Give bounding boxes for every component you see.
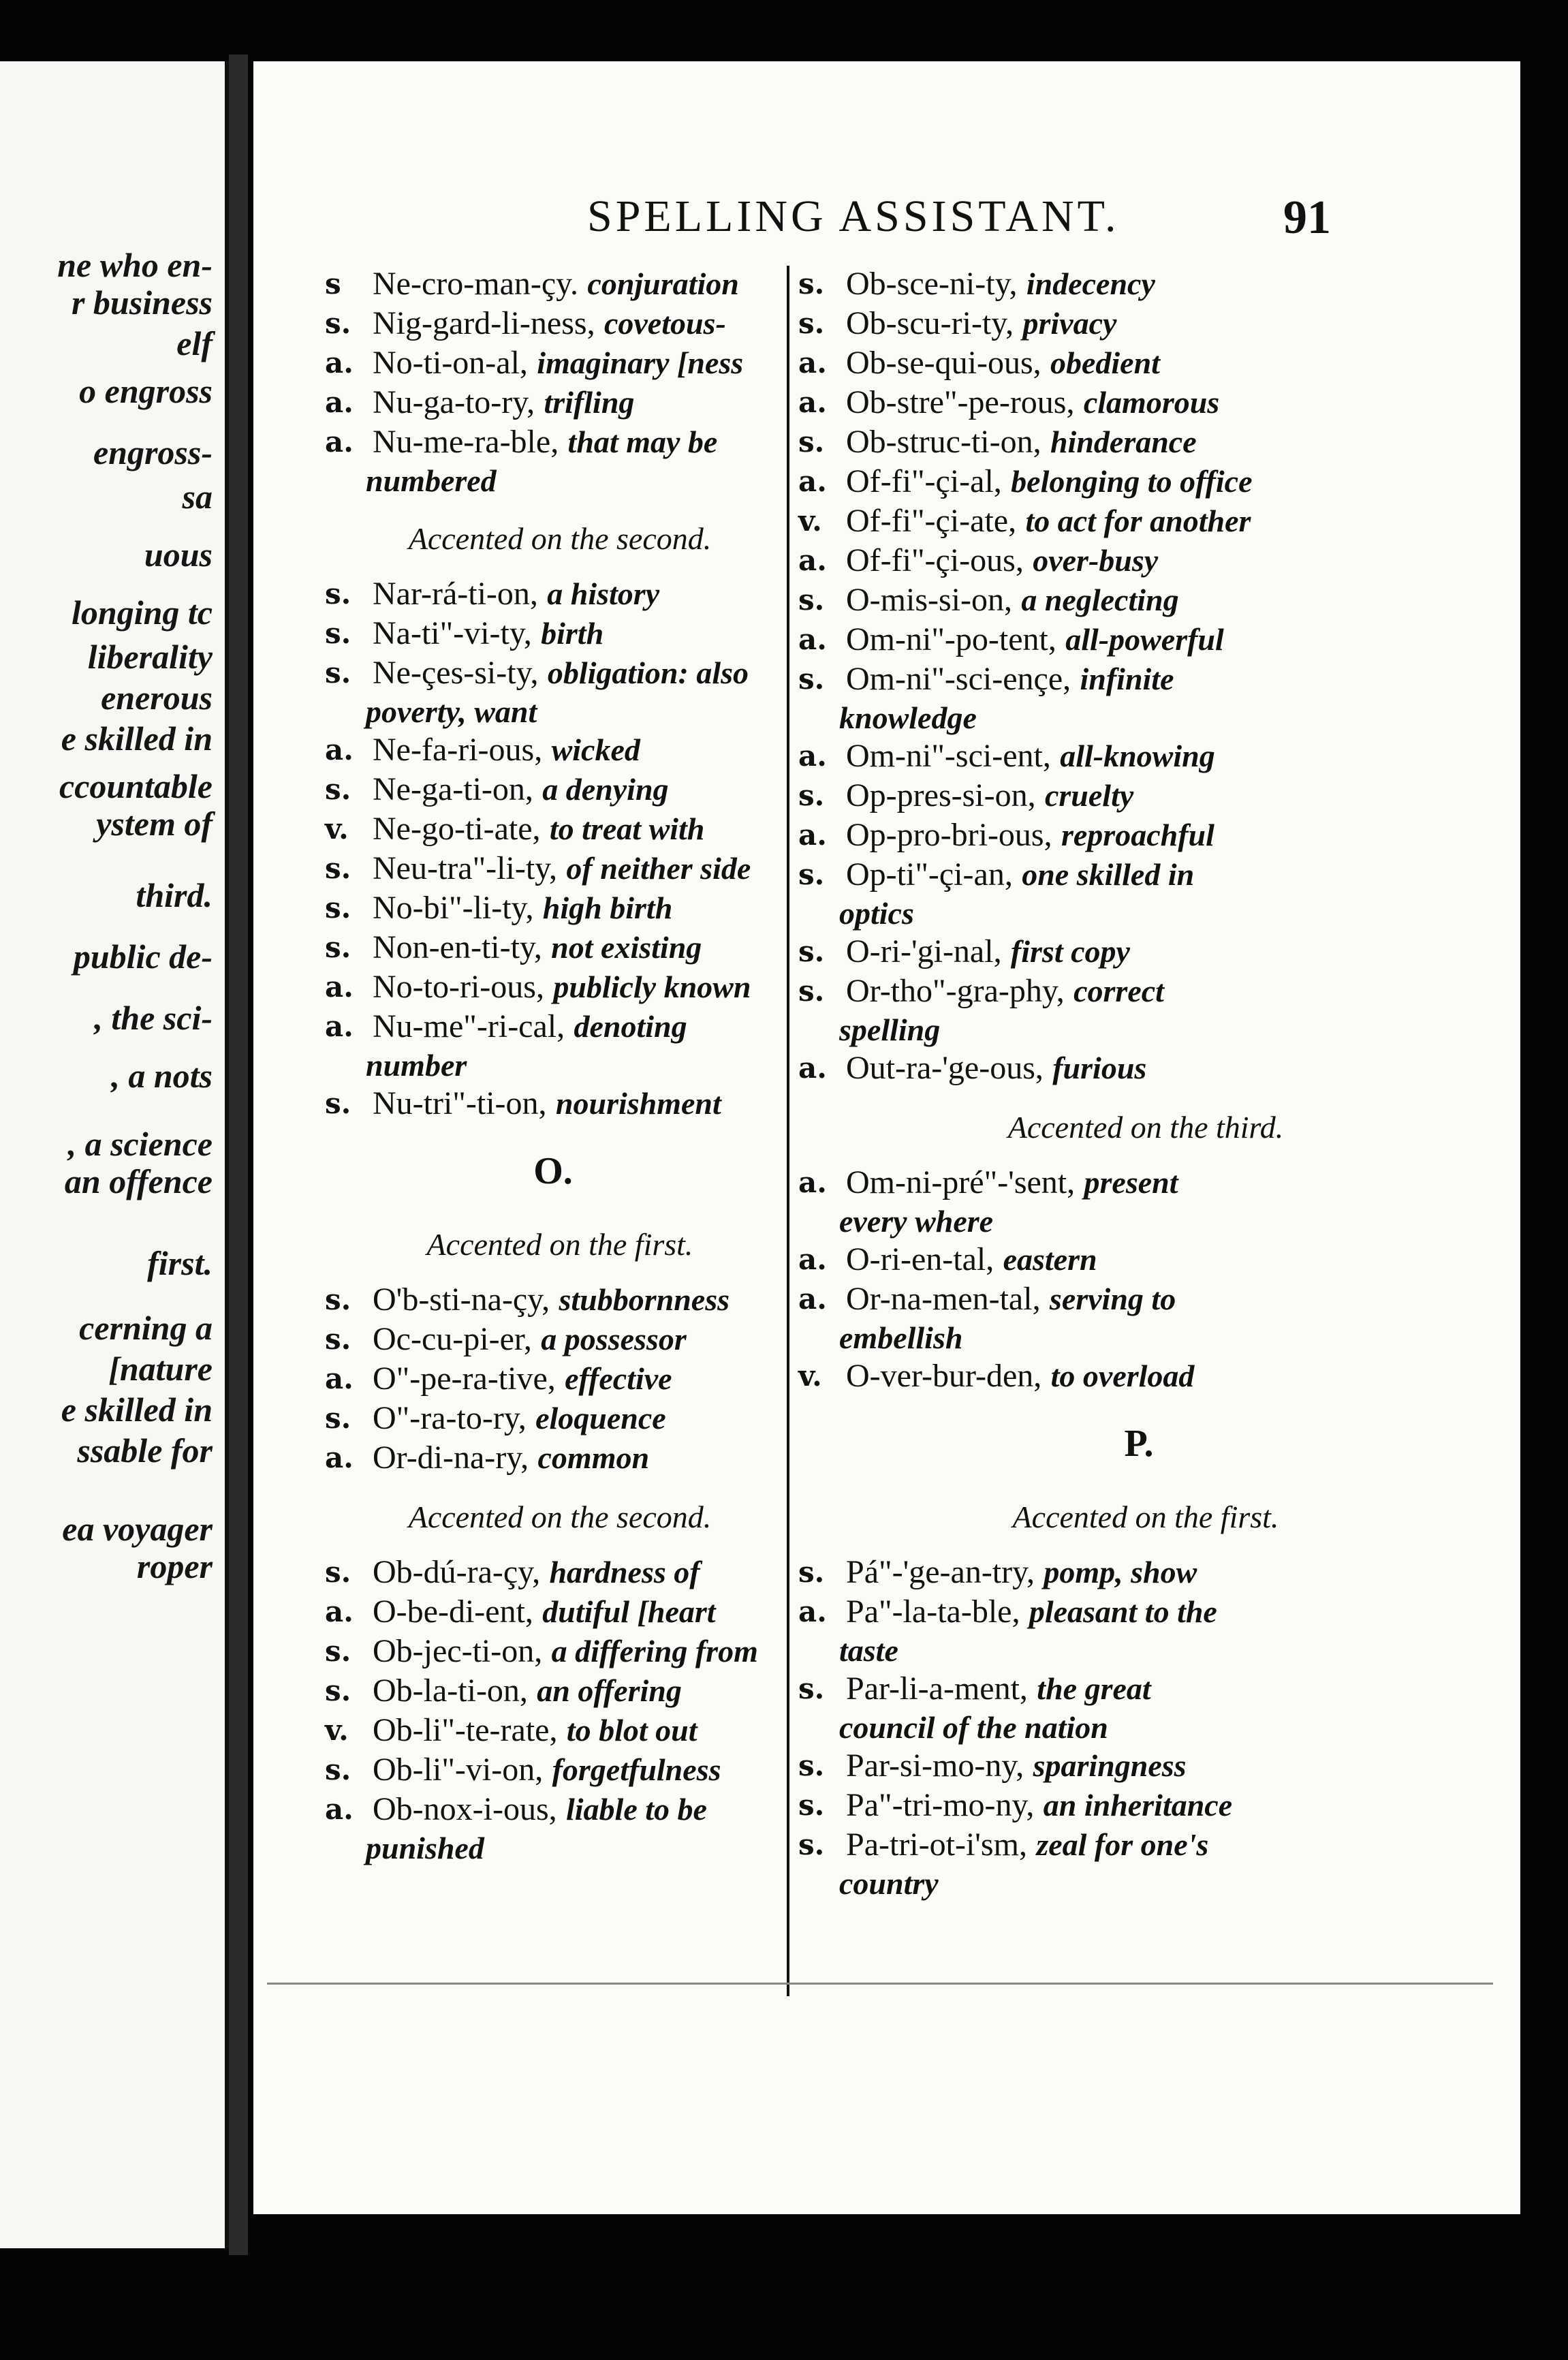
dictionary-entry (798, 1825, 1479, 1865)
entry-definition: a denying (542, 772, 669, 807)
facing-page-line: ssable for (77, 1431, 213, 1470)
entry-word: Nig-gard-li-ness, (373, 305, 595, 341)
letter-heading: P. (1124, 1423, 1154, 1465)
entry-word: Ne-go-ti-ate, (373, 811, 541, 847)
entry-word: Om-ni"-sci-ençe, (846, 661, 1071, 697)
part-of-speech: a. (325, 346, 354, 379)
facing-page-line: an offence (64, 1162, 213, 1200)
entry-word: Nu-ga-to-ry, (373, 384, 535, 420)
dictionary-entry (325, 809, 781, 849)
entry-definition: infinite (1080, 662, 1174, 696)
entry-word: Op-ti"-çi-an, (846, 856, 1013, 892)
dictionary-entry (798, 462, 1479, 501)
left-column (325, 264, 781, 1867)
entry-word: O-mis-si-on, (846, 582, 1012, 618)
entry-definition: not existing (551, 930, 702, 965)
facing-page-line: sa (182, 478, 213, 516)
part-of-speech: s. (325, 891, 351, 925)
part-of-speech: s. (798, 858, 825, 891)
dictionary-entry (798, 1049, 1479, 1088)
facing-page-line: , a nots (111, 1057, 213, 1095)
entry-word: Ne-ga-ti-on, (373, 771, 533, 807)
dictionary-entry (325, 849, 781, 888)
entry-word: Nu-me"-ri-cal, (373, 1008, 565, 1044)
running-head (253, 191, 1520, 252)
part-of-speech: s. (798, 425, 825, 459)
entry-word: Nu-tri"-ti-on, (373, 1085, 547, 1121)
entry-word: Ob-se-qui-ous, (846, 345, 1041, 381)
entry-definition: effective (565, 1361, 672, 1396)
definition-continuation: number (366, 1048, 467, 1083)
bottom-rule (267, 1983, 1493, 1985)
right-column (798, 264, 1479, 1902)
dictionary-entry (798, 1279, 1479, 1319)
dictionary-entry (325, 1320, 781, 1359)
entry-definition: clamorous (1083, 385, 1220, 420)
entry-definition: imaginary [ness (537, 345, 744, 380)
entry-definition: high birth (542, 890, 673, 925)
entry-definition: obedient (1050, 345, 1160, 380)
entry-word: Om-ni-pré"-'sent, (846, 1164, 1076, 1200)
entry-word: Ob-li"-vi-on, (373, 1752, 544, 1788)
dictionary-entry (798, 1163, 1479, 1202)
facing-page-fragment (0, 61, 229, 2248)
facing-page-line: first. (147, 1244, 213, 1282)
dictionary-entry (325, 1280, 781, 1320)
definition-continuation: embellish (839, 1320, 963, 1355)
facing-page-line: enerous (101, 679, 213, 717)
dictionary-entry (325, 1671, 781, 1711)
part-of-speech: s. (325, 852, 351, 885)
dictionary-entry (325, 1438, 781, 1478)
dictionary-entry (325, 1632, 781, 1671)
part-of-speech: s. (798, 1788, 825, 1822)
part-of-speech: a. (798, 465, 827, 498)
dictionary-entry (798, 501, 1479, 541)
entry-definition: present (1084, 1165, 1178, 1200)
entry-definition: sparingness (1033, 1748, 1187, 1783)
facing-page-line: ea voyager (62, 1510, 213, 1548)
facing-page-line: public de- (73, 937, 213, 976)
entry-definition: privacy (1022, 306, 1117, 341)
dictionary-entry (798, 343, 1479, 383)
facing-page-line: o engross (79, 372, 213, 410)
running-head-title: SPELLING ASSISTANT. (587, 191, 1120, 241)
part-of-speech: a. (798, 739, 827, 773)
entry-word: Ne-cro-man-çy. (373, 266, 579, 302)
entry-definition: a possessor (541, 1322, 687, 1356)
definition-continuation: knowledge (839, 700, 977, 735)
entry-word: Op-pro-bri-ous, (846, 817, 1052, 853)
part-of-speech: a. (325, 1010, 354, 1043)
entry-word: Pa-tri-ot-i'sm, (846, 1827, 1027, 1863)
dictionary-entry (325, 730, 781, 770)
part-of-speech: s. (798, 307, 825, 340)
definition-continuation: numbered (366, 463, 497, 498)
entry-definition: dutiful [heart (542, 1594, 716, 1629)
entry-word: Or-na-men-tal, (846, 1281, 1041, 1317)
facing-page-line: liberality (87, 638, 213, 676)
entry-definition: trifling (544, 385, 635, 420)
part-of-speech: a. (798, 1595, 827, 1628)
entry-definition: one skilled in (1022, 857, 1195, 892)
entry-definition: belonging to office (1011, 464, 1253, 499)
part-of-speech: s. (325, 1283, 351, 1316)
entry-word: O'b-sti-na-çy, (373, 1282, 550, 1318)
entry-definition: birth (541, 616, 604, 651)
dictionary-entry (798, 972, 1479, 1011)
entry-definition: covetous- (603, 306, 726, 341)
entry-word: O-ri-en-tal, (846, 1241, 994, 1277)
part-of-speech: a. (325, 970, 354, 1004)
dictionary-entry (325, 383, 781, 422)
entry-word: Om-ni"-sci-ent, (846, 738, 1051, 774)
dictionary-entry (325, 1750, 781, 1790)
entry-definition: wicked (551, 732, 640, 767)
entry-definition: obligation: also (547, 655, 749, 690)
entry-word: Ob-sce-ni-ty, (846, 266, 1018, 302)
entry-definition: a history (547, 576, 660, 611)
entry-definition: hardness of (549, 1555, 700, 1589)
part-of-speech: s. (798, 779, 825, 812)
entry-definition: hinderance (1050, 424, 1197, 459)
facing-page-line: elf (176, 324, 213, 362)
entry-definition: common (537, 1440, 650, 1475)
dictionary-entry (325, 264, 781, 304)
part-of-speech: a. (325, 733, 354, 766)
part-of-speech: a. (325, 386, 354, 419)
part-of-speech: a. (798, 1243, 827, 1276)
entry-word: Om-ni"-po-tent, (846, 621, 1056, 657)
entry-word: Ob-jec-ti-on, (373, 1633, 543, 1669)
dictionary-entry (798, 580, 1479, 620)
part-of-speech: s. (798, 1555, 825, 1589)
facing-page-line: r business (71, 283, 213, 322)
facing-page-line: uous (144, 535, 213, 574)
entry-word: O-be-di-ent, (373, 1594, 533, 1630)
entry-definition: of neither side (566, 851, 751, 886)
definition-continuation: council of the nation (839, 1710, 1108, 1745)
entry-definition: cruelty (1044, 778, 1134, 813)
dictionary-entry (798, 776, 1479, 816)
dictionary-entry (798, 1553, 1479, 1592)
entry-definition: first copy (1010, 934, 1130, 969)
entry-word: Out-ra-'ge-ous, (846, 1050, 1044, 1086)
entry-definition: correct (1073, 974, 1164, 1008)
entry-definition: indecency (1026, 266, 1155, 301)
entry-definition: zeal for one's (1036, 1827, 1209, 1862)
facing-page-line: ccountable (59, 767, 213, 805)
definition-continuation: spelling (839, 1012, 941, 1047)
entry-definition: serving to (1049, 1282, 1176, 1316)
facing-page-line: longing tc (72, 593, 213, 632)
entry-definition: an inheritance (1043, 1788, 1233, 1822)
entry-definition: to overload (1050, 1358, 1195, 1393)
entry-word: O-ver-bur-den, (846, 1358, 1042, 1394)
section-subheading: Accented on the second. (408, 521, 712, 556)
part-of-speech: s. (798, 1828, 825, 1861)
entry-definition: to treat with (549, 811, 705, 846)
dictionary-entry (798, 1746, 1479, 1786)
dictionary-entry (798, 541, 1479, 580)
entry-word: Ob-struc-ti-on, (846, 424, 1041, 460)
definition-continuation: every where (839, 1204, 994, 1239)
dictionary-entry (798, 1592, 1479, 1632)
page-gutter (229, 55, 248, 2255)
entry-definition: conjuration (587, 266, 739, 301)
part-of-speech: a. (798, 544, 827, 577)
facing-page-line: roper (136, 1547, 213, 1585)
dictionary-entry (325, 1084, 781, 1123)
dictionary-entry (325, 1592, 781, 1632)
part-of-speech: s. (325, 931, 351, 964)
dictionary-entry (325, 770, 781, 809)
entry-definition: liable to be (566, 1792, 707, 1827)
part-of-speech: a. (325, 1441, 354, 1474)
dictionary-entry (325, 1359, 781, 1399)
entry-word: Or-tho"-gra-phy, (846, 973, 1065, 1009)
part-of-speech: v. (325, 1713, 349, 1747)
part-of-speech: s. (798, 1749, 825, 1782)
entry-definition: pomp, show (1044, 1555, 1197, 1589)
dictionary-entry (798, 816, 1479, 855)
part-of-speech: s. (325, 1634, 351, 1668)
dictionary-entry (325, 1711, 781, 1750)
dictionary-entry (798, 383, 1479, 422)
letter-heading: O. (533, 1150, 573, 1192)
part-of-speech: s. (325, 1674, 351, 1707)
part-of-speech: s. (798, 662, 825, 696)
section-subheading: Accented on the first. (1012, 1500, 1279, 1534)
dictionary-entry (325, 1553, 781, 1592)
entry-definition: nourishment (555, 1086, 721, 1121)
definition-continuation: taste (839, 1633, 898, 1668)
entry-word: Pa"-tri-mo-ny, (846, 1787, 1035, 1823)
part-of-speech: s. (325, 1322, 351, 1356)
section-subheading: Accented on the third. (1007, 1110, 1284, 1145)
part-of-speech: a. (325, 1792, 354, 1826)
dictionary-entry (798, 1240, 1479, 1279)
entry-definition: a neglecting (1021, 583, 1179, 617)
dictionary-entry (325, 422, 781, 462)
part-of-speech: s. (325, 617, 351, 650)
part-of-speech: s. (325, 1555, 351, 1589)
facing-page-line: , a science (67, 1125, 213, 1163)
part-of-speech: a. (798, 623, 827, 656)
dictionary-entry (798, 659, 1479, 699)
facing-page-line: ne who en- (57, 246, 213, 284)
part-of-speech: v. (798, 1359, 822, 1393)
book-page (253, 61, 1520, 2214)
part-of-speech: s. (325, 577, 351, 610)
part-of-speech: s. (325, 307, 351, 340)
entry-word: Ob-li"-te-rate, (373, 1712, 558, 1748)
facing-page-line: e skilled in (61, 1391, 213, 1429)
entry-definition: reproachful (1061, 818, 1214, 852)
dictionary-entry (798, 736, 1479, 776)
part-of-speech: v. (325, 812, 349, 845)
dictionary-entry (325, 343, 781, 383)
dictionary-entry (798, 1669, 1479, 1709)
entry-word: Par-si-mo-ny, (846, 1748, 1024, 1784)
part-of-speech: s. (325, 1401, 351, 1435)
entry-word: Ne-çes-si-ty, (373, 655, 539, 691)
part-of-speech: s (325, 267, 341, 300)
part-of-speech: s. (325, 773, 351, 806)
dictionary-entry (325, 304, 781, 343)
dictionary-entry (325, 653, 781, 693)
entry-definition: the great (1037, 1671, 1151, 1706)
dictionary-entry (798, 422, 1479, 462)
entry-word: Ne-fa-ri-ous, (373, 732, 543, 768)
definition-continuation: poverty, want (366, 694, 537, 729)
entry-word: Ob-stre"-pe-rous, (846, 384, 1075, 420)
entry-definition: pleasant to the (1029, 1594, 1217, 1629)
entry-word: O"-pe-ra-tive, (373, 1361, 556, 1397)
dictionary-entry (798, 1356, 1479, 1396)
dictionary-entry (325, 1007, 781, 1046)
entry-definition: all-knowing (1060, 739, 1215, 773)
dictionary-entry (325, 614, 781, 653)
entry-definition: eastern (1003, 1242, 1097, 1277)
part-of-speech: a. (798, 1166, 827, 1199)
section-subheading: Accented on the second. (408, 1500, 712, 1534)
part-of-speech: a. (798, 386, 827, 419)
definition-continuation: country (839, 1866, 939, 1901)
entry-word: Op-pres-si-on, (846, 777, 1036, 813)
entry-word: No-ti-on-al, (373, 345, 528, 381)
entry-word: Of-fi"-çi-al, (846, 463, 1002, 499)
part-of-speech: s. (325, 656, 351, 689)
part-of-speech: a. (798, 1051, 827, 1085)
part-of-speech: a. (325, 1362, 354, 1395)
definition-continuation: optics (839, 896, 914, 931)
entry-word: Ob-dú-ra-çy, (373, 1554, 541, 1590)
entry-word: Par-li-a-ment, (846, 1671, 1028, 1707)
entry-definition: to blot out (566, 1713, 697, 1748)
page-number: 91 (1283, 191, 1331, 244)
facing-page-line: e skilled in (61, 719, 213, 758)
facing-page-line: cerning a (79, 1309, 213, 1347)
dictionary-entry (798, 932, 1479, 972)
entry-word: Neu-tra"-li-ty, (373, 850, 558, 886)
part-of-speech: a. (325, 1595, 354, 1628)
dictionary-entry (325, 1399, 781, 1438)
facing-page-line: third. (136, 876, 213, 914)
entry-definition: eloquence (535, 1401, 666, 1435)
dictionary-entry (798, 855, 1479, 895)
entry-word: Pá"-'ge-an-try, (846, 1554, 1035, 1590)
part-of-speech: s. (798, 935, 825, 968)
entry-word: Pa"-la-ta-ble, (846, 1594, 1020, 1630)
definition-continuation: punished (366, 1831, 484, 1865)
part-of-speech: a. (325, 425, 354, 459)
entry-definition: to act for another (1025, 503, 1251, 538)
part-of-speech: s. (798, 1672, 825, 1705)
facing-page-line: [nature (108, 1350, 213, 1388)
entry-definition: publicly known (553, 969, 751, 1004)
entry-definition: a differing from (551, 1634, 758, 1668)
entry-word: Of-fi"-çi-ous, (846, 542, 1024, 578)
entry-definition: an offering (537, 1673, 682, 1708)
entry-word: Ob-la-ti-on, (373, 1673, 528, 1709)
part-of-speech: s. (798, 267, 825, 300)
part-of-speech: s. (798, 974, 825, 1008)
dictionary-entry (325, 574, 781, 614)
dictionary-entry (798, 264, 1479, 304)
entry-definition: stubbornness (559, 1282, 730, 1317)
dictionary-entry (325, 1790, 781, 1829)
entry-word: Nu-me-ra-ble, (373, 424, 559, 460)
entry-word: O-ri-'gi-nal, (846, 933, 1002, 969)
entry-word: Ob-scu-ri-ty, (846, 305, 1014, 341)
part-of-speech: s. (798, 583, 825, 617)
dictionary-entry (798, 1786, 1479, 1825)
dictionary-entry (325, 967, 781, 1007)
entry-word: Non-en-ti-ty, (373, 929, 542, 965)
dictionary-entry (798, 620, 1479, 659)
entry-definition: furious (1052, 1051, 1147, 1085)
facing-page-line: , the sci- (94, 999, 213, 1037)
entry-word: Ob-nox-i-ous, (373, 1791, 557, 1827)
part-of-speech: a. (798, 346, 827, 379)
dictionary-entry (325, 888, 781, 928)
dictionary-entry (798, 304, 1479, 343)
entry-definition: over-busy (1033, 543, 1159, 578)
entry-word: Of-fi"-çi-ate, (846, 503, 1017, 539)
entry-word: Or-di-na-ry, (373, 1440, 529, 1476)
entry-definition: that may be (567, 424, 718, 459)
entry-word: Nar-rá-ti-on, (373, 576, 538, 612)
entry-word: No-to-ri-ous, (373, 969, 544, 1005)
entry-word: No-bi"-li-ty, (373, 890, 534, 926)
dictionary-entry (325, 928, 781, 967)
facing-page-line: engross- (93, 433, 213, 471)
part-of-speech: a. (798, 818, 827, 852)
entry-definition: all-powerful (1065, 622, 1224, 657)
section-subheading: Accented on the first. (426, 1227, 693, 1262)
entry-word: Oc-cu-pi-er, (373, 1321, 532, 1357)
part-of-speech: a. (798, 1282, 827, 1316)
part-of-speech: v. (798, 504, 822, 538)
column-divider (787, 266, 789, 1996)
entry-word: O"-ra-to-ry, (373, 1400, 527, 1436)
part-of-speech: s. (325, 1087, 351, 1120)
facing-page-line: ystem of (96, 805, 213, 843)
part-of-speech: s. (325, 1753, 351, 1786)
entry-definition: forgetfulness (552, 1752, 721, 1787)
entry-definition: denoting (574, 1009, 687, 1044)
entry-word: Na-ti"-vi-ty, (373, 615, 532, 651)
